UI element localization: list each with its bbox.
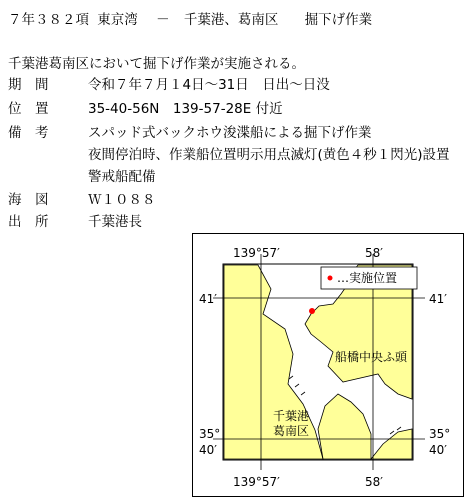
legend-text: …実施位置	[337, 271, 398, 285]
work-location-marker	[309, 308, 315, 314]
row-label: 位 置	[8, 101, 49, 117]
notice-subject: 掘下げ作業	[304, 12, 373, 28]
notice-title	[8, 8, 376, 28]
notice-dash: －	[156, 12, 170, 28]
row-label: 備 考	[8, 125, 49, 141]
location-map	[192, 233, 464, 497]
row-value: 警戒船配備	[88, 169, 156, 185]
place-label-funabashi: 船橋中央ふ頭	[335, 350, 408, 364]
notice-item-number: ７年３８２項	[8, 12, 89, 28]
lat-label-left-2b: 40′	[199, 443, 217, 457]
place-label-chiba-1: 千葉港	[273, 409, 310, 423]
row-value: Ｗ１０８８	[88, 192, 156, 208]
row-value: 35-40-56N 139-57-28E 付近	[88, 101, 283, 117]
row-value: 令和７年７月１4日～31日 日出～日没	[88, 77, 330, 93]
lat-label-right-1: 41′	[429, 292, 447, 306]
row-label: 出 所	[8, 214, 49, 230]
row-value: 夜間停泊時、作業船位置明示用点滅灯(黄色４秒１閃光)設置	[88, 147, 450, 163]
notice-intro: 千葉港葛南区において掘下げ作業が実施される。	[8, 56, 305, 72]
row-value: スパッド式バックホウ浚渫船による掘下げ作業	[88, 125, 372, 141]
map-svg	[193, 234, 463, 496]
lon-label-bottom-2: 58′	[365, 475, 383, 489]
row-label: 期 間	[8, 77, 49, 93]
lon-label-top-1: 139°57′	[233, 246, 280, 260]
legend-marker	[328, 276, 333, 281]
row-value: 千葉港長	[88, 214, 142, 230]
notice-area: 東京湾	[97, 12, 138, 28]
lon-label-top-2: 58′	[365, 246, 383, 260]
lat-label-right-2b: 40′	[429, 443, 447, 457]
place-label-chiba-2: 葛南区	[273, 424, 310, 438]
lat-label-left-1: 41′	[199, 292, 217, 306]
row-label: 海 図	[8, 192, 49, 208]
lon-label-bottom-1: 139°57′	[233, 475, 280, 489]
notice-place: 千葉港、葛南区	[183, 12, 279, 28]
lat-label-left-2a: 35°	[199, 427, 221, 441]
lat-label-right-2a: 35°	[429, 427, 451, 441]
